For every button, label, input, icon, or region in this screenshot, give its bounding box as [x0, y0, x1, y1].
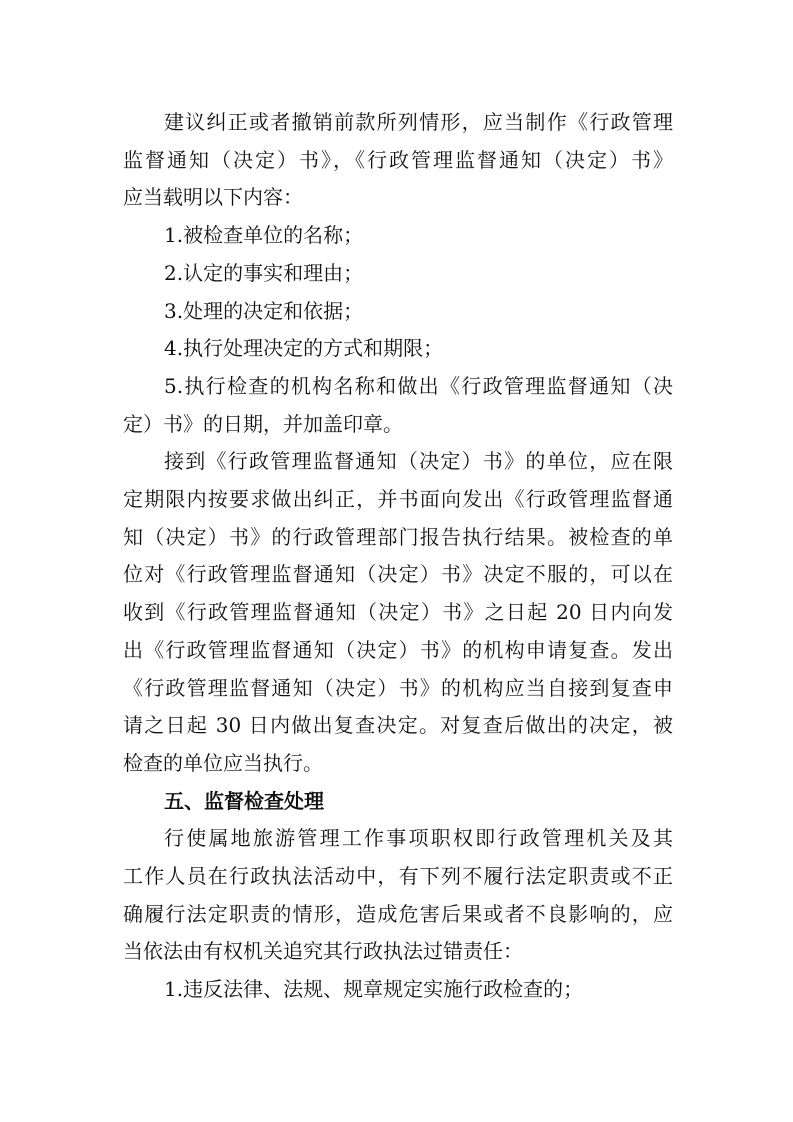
list-item — [123, 368, 673, 443]
section-heading: 五、监督检查处理 — [164, 788, 324, 813]
document-page — [123, 104, 673, 1009]
paragraph-review-procedure — [123, 443, 673, 782]
text-line: 监督通知（决定）书》，《行政管理监督通知（决定）书》 — [123, 147, 673, 172]
text-line: 确履行法定职责的情形，造成危害后果或者不良影响的，应 — [123, 901, 673, 926]
text-line: 定）书》的日期，并加盖印章。 — [123, 411, 403, 436]
text-line: 接到《行政管理监督通知（决定）书》的单位，应在限 — [164, 449, 673, 474]
text-line: 建议纠正或者撤销前款所列情形，应当制作《行政管理 — [164, 110, 673, 134]
text-line: 应当载明以下内容： — [123, 185, 303, 210]
text-line: 收到《行政管理监督通知（决定）书》之日起 20 日内向发 — [123, 600, 673, 625]
list-item: 3.处理的决定和依据； — [164, 298, 364, 323]
text-line: 知（决定）书》的行政管理部门报告执行结果。被检查的单 — [123, 524, 673, 549]
paragraph-inspection-notice — [123, 104, 673, 217]
text-line: 检查的单位应当执行。 — [123, 750, 323, 775]
text-line: 《行政管理监督通知（决定）书》的机构应当自接到复查申 — [123, 675, 673, 700]
list-item: 1.违反法律、法规、规章规定实施行政检查的； — [164, 977, 584, 1002]
text-line: 出《行政管理监督通知（决定）书》的机构申请复查。发出 — [123, 637, 673, 662]
text-line: 位对《行政管理监督通知（决定）书》决定不服的，可以在 — [123, 562, 673, 587]
text-line: 工作人员在行政执法活动中，有下列不履行法定职责或不正 — [123, 864, 673, 889]
paragraph-liability — [123, 820, 673, 971]
text-line: 5.执行检查的机构名称和做出《行政管理监督通知（决 — [164, 373, 673, 398]
text-line: 请之日起 30 日内做出复查决定。对复查后做出的决定，被 — [123, 713, 673, 738]
list-item: 2.认定的事实和理由； — [164, 260, 364, 285]
text-line: 当依法由有权机关追究其行政执法过错责任： — [123, 939, 523, 964]
list-item: 1.被检查单位的名称； — [164, 223, 364, 248]
text-line: 行使属地旅游管理工作事项职权即行政管理机关及其 — [164, 826, 673, 851]
list-item: 4.执行处理决定的方式和期限； — [164, 336, 444, 361]
text-line: 定期限内按要求做出纠正，并书面向发出《行政管理监督通 — [123, 487, 673, 512]
